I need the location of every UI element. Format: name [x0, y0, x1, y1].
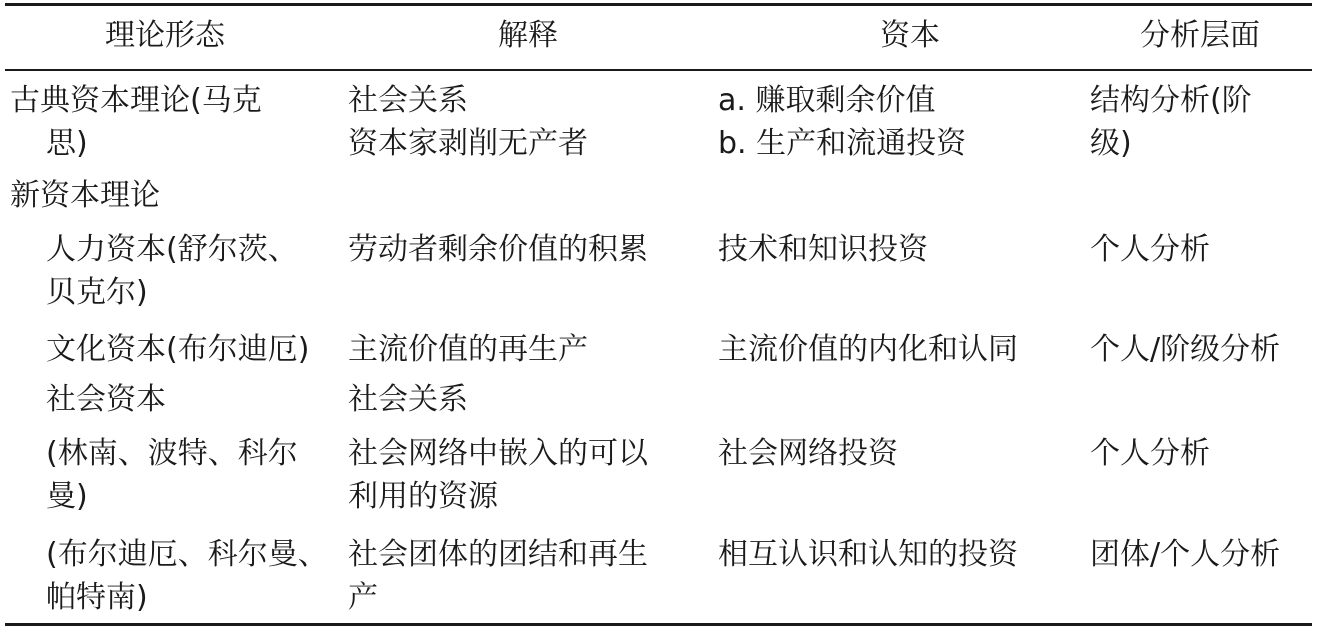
row-cultural-level: 个人/阶级分析: [1090, 332, 1281, 367]
row-group-explanation-line1: 社会团体的团结和再生: [348, 537, 648, 572]
row-group-capital: 相互认识和认知的投资: [718, 537, 1018, 572]
row-cultural-form: 文化资本(布尔迪厄): [46, 332, 310, 367]
row-network-form-line1: (林南、波特、科尔: [46, 436, 298, 471]
row-group-form-line1: (布尔迪厄、科尔曼、: [46, 537, 328, 572]
header-analysis-level: 分析层面: [1140, 18, 1260, 53]
row-human-form-line2: 贝克尔): [46, 275, 148, 310]
row-human-level: 个人分析: [1090, 232, 1210, 267]
row-classical-explanation-line1: 社会关系: [348, 83, 468, 118]
row-network-explanation-line1: 社会网络中嵌入的可以: [348, 436, 648, 471]
row-classical-level-line2: 级): [1090, 126, 1132, 161]
row-social-explanation: 社会关系: [348, 382, 468, 417]
row-new-theory-form: 新资本理论: [10, 178, 160, 213]
row-human-form-line1: 人力资本(舒尔茨、: [46, 232, 298, 267]
row-classical-form-line1: 古典资本理论(马克: [10, 83, 262, 118]
row-classical-explanation-line2: 资本家剥削无产者: [348, 126, 588, 161]
row-network-capital: 社会网络投资: [718, 436, 898, 471]
header-rule: [5, 69, 1312, 71]
row-network-form-line2: 曼): [46, 479, 88, 514]
row-human-capital: 技术和知识投资: [718, 232, 928, 267]
row-classical-level-line1: 结构分析(阶: [1090, 83, 1252, 118]
row-classical-capital-line2: b. 生产和流通投资: [718, 126, 967, 161]
row-network-level: 个人分析: [1090, 436, 1210, 471]
row-group-level: 团体/个人分析: [1090, 537, 1281, 572]
row-group-form-line2: 帕特南): [46, 580, 148, 615]
header-capital: 资本: [880, 18, 940, 53]
row-classical-capital-line1: a. 赚取剩余价值: [718, 83, 936, 118]
row-social-form: 社会资本: [46, 382, 166, 417]
row-network-explanation-line2: 利用的资源: [348, 479, 498, 514]
header-theory-form: 理论形态: [105, 18, 225, 53]
row-classical-form-line2: 思): [46, 126, 88, 161]
table-bottom-rule: [5, 623, 1312, 626]
row-human-explanation: 劳动者剩余价值的积累: [348, 232, 648, 267]
header-explanation: 解释: [498, 18, 558, 53]
table-top-rule: [5, 3, 1312, 6]
row-cultural-explanation: 主流价值的再生产: [348, 332, 588, 367]
row-cultural-capital: 主流价值的内化和认同: [718, 332, 1018, 367]
row-group-explanation-line2: 产: [348, 580, 378, 615]
